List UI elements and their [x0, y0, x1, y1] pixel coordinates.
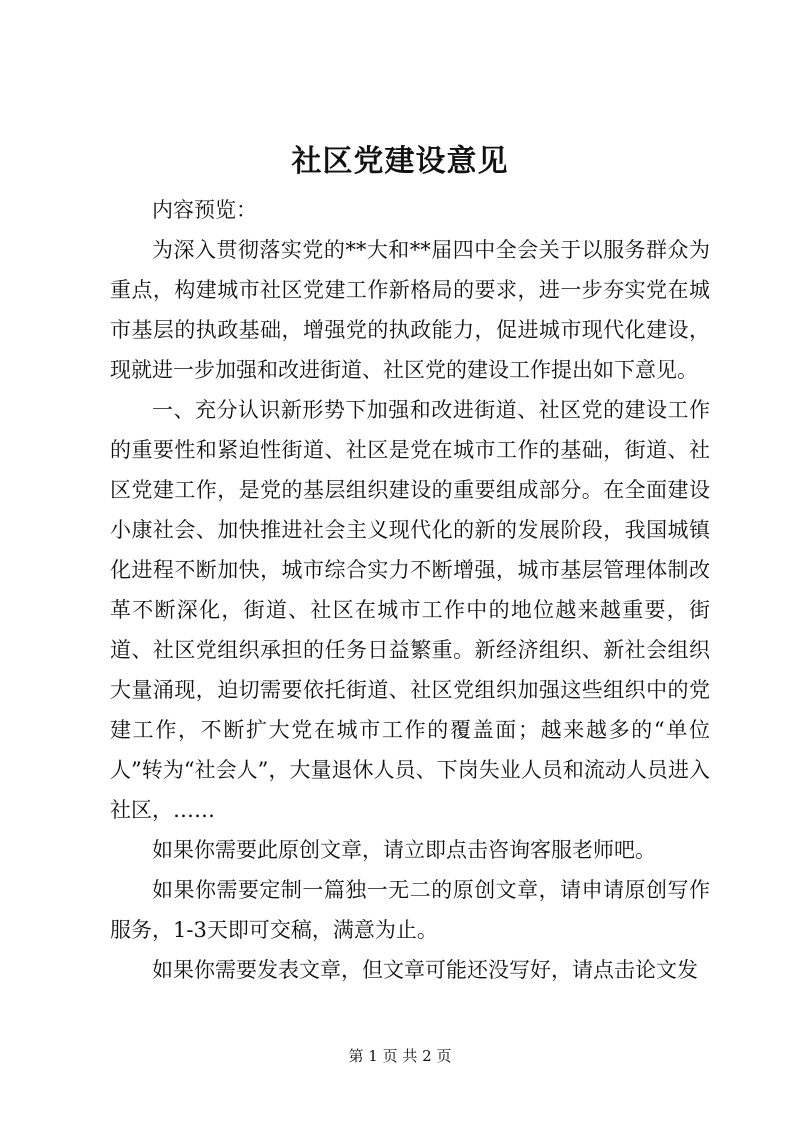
- paragraph-publish: 如果你需要发表文章，但文章可能还没写好，请点击论文发: [152, 958, 698, 982]
- preview-label: 内容预览：: [152, 198, 257, 222]
- document-body: [110, 190, 710, 990]
- document-title: 社区党建设意见: [291, 144, 509, 179]
- page-footer: 第 1 页 共 2 页: [348, 1047, 452, 1065]
- paragraph-section-one: 一、充分认识新形势下加强和改进街道、社区党的建设工作的重要性和紧迫性街道、社区是党在城市工作的基础，街道、社区党建工作，是党的基层组织建设的重要组成部分。在全面建设小康社会、加快推进社会主义现代化的新的发展阶段，我国城镇化进程不断加快，城市综合实力不断增强，城市基层管理体制改革不断深化，街道、社区在城市工作中的地位越来越重要，街道、社区党组织承担的任务日益繁重。新经济组织、新社会组织大量涌现，迫切需要依托街道、社区党组织加强这些组织中的党建工作，不断扩大党在城市工作的覆盖面；越来越多的“单位人”转为“社会人”，大量退休人员、下岗失业人员和流动人员进入社区，……: [110, 398, 710, 822]
- paragraph-intro: 为深入贯彻落实党的**大和**届四中全会关于以服务群众为重点，构建城市社区党建工作新格局的要求，进一步夯实党在城市基层的执政基础，增强党的执政能力，促进城市现代化建设，现就进一步加强和改进街道、社区党的建设工作提出如下意见。: [110, 238, 710, 382]
- paragraph-contact-service: 如果你需要此原创文章，请立即点击咨询客服老师吧。: [152, 838, 656, 862]
- paragraph-custom-writing: 如果你需要定制一篇独一无二的原创文章，请申请原创写作服务，1-3天即可交稿，满意为止。: [110, 878, 710, 942]
